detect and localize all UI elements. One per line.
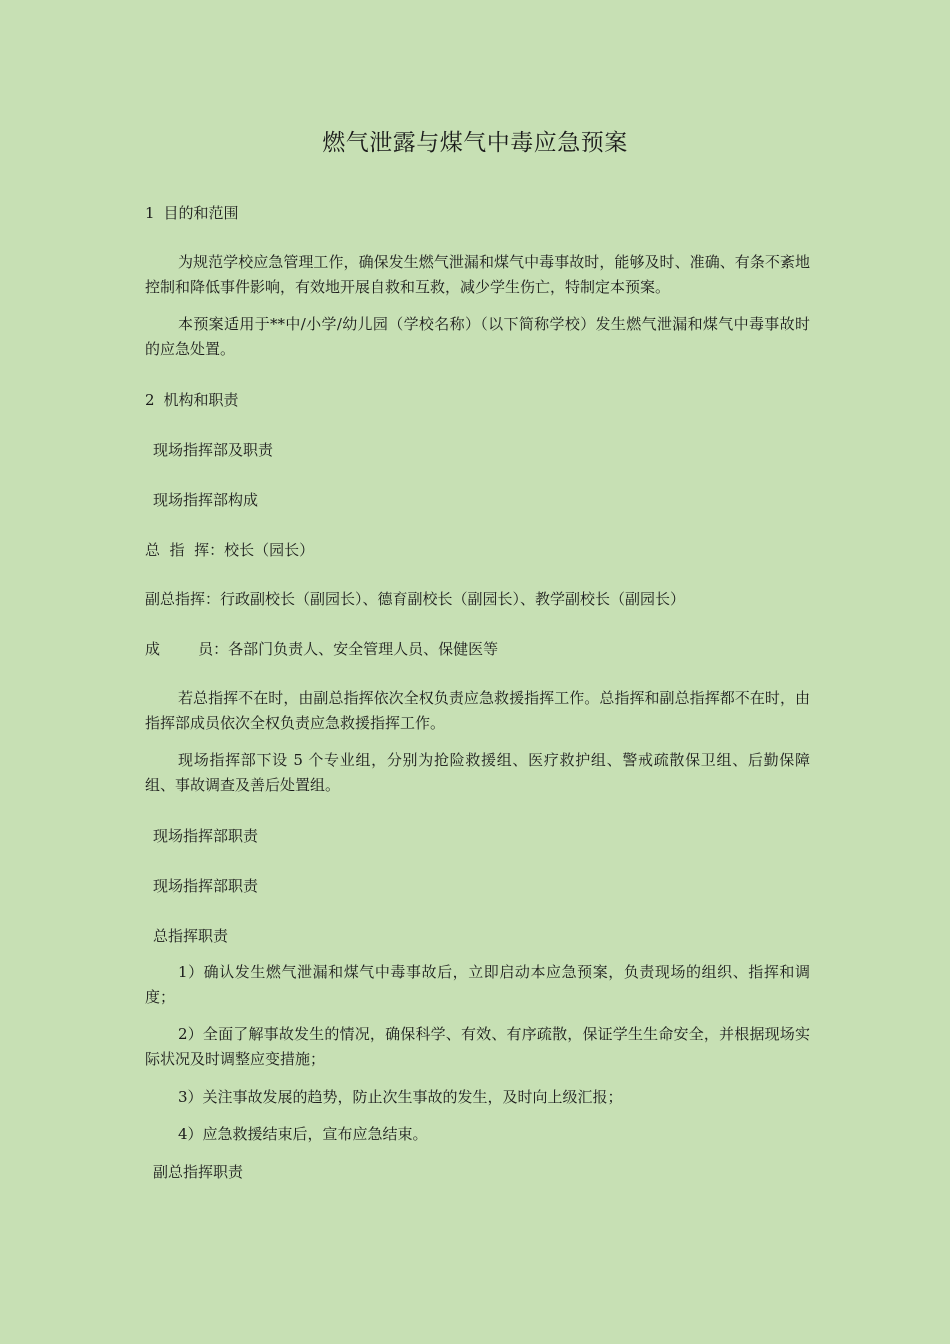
paragraph-absence: 若总指挥不在时，由副总指挥依次全权负责应急救援指挥工作。总指挥和副总指挥都不在时，由指挥部成员依次全权负责应急救援指挥工作。 xyxy=(145,689,810,732)
deputy-commander-line: 副总指挥：行政副校长（副园长）、德育副校长（副园长）、教学副校长（副园长） xyxy=(145,590,686,608)
section-heading-2 xyxy=(145,390,239,410)
paragraph-purpose: 为规范学校应急管理工作，确保发生燃气泄漏和煤气中毒事故时，能够及时、准确、有条不紊地控制和降低事件影响，有效地开展自救和互救，减少学生伤亡，特制定本预案。 xyxy=(145,253,810,296)
duty-item: 3）关注事故发展的趋势，防止次生事故的发生，及时向上级汇报； xyxy=(178,1088,623,1106)
section-heading-text: 目的和范围 xyxy=(163,204,239,222)
duty-item: 1）确认发生燃气泄漏和煤气中毒事故后，立即启动本应急预案，负责现场的组织、指挥和调度； xyxy=(145,963,810,1006)
subheading-command-duties: 现场指挥部职责 xyxy=(153,827,259,845)
section-number: 2 xyxy=(145,391,155,409)
members-line: 成 员：各部门负责人、安全管理人员、保健医等 xyxy=(145,640,499,658)
paragraph-scope: 本预案适用于**中/小学/幼儿园（学校名称）（以下简称学校）发生燃气泄漏和煤气中毒事故时的应急处置。 xyxy=(145,315,810,358)
subheading-command-duties-2: 现场指挥部职责 xyxy=(153,877,259,895)
subheading-command-composition: 现场指挥部构成 xyxy=(153,491,259,509)
subheading-deputy-duties: 副总指挥职责 xyxy=(153,1163,244,1181)
subheading-command-post: 现场指挥部及职责 xyxy=(153,441,274,459)
subheading-commander-duties: 总指挥职责 xyxy=(153,927,229,945)
duty-item: 2）全面了解事故发生的情况，确保科学、有效、有序疏散，保证学生生命安全，并根据现场实际状况及时调整应变措施； xyxy=(145,1025,810,1068)
commander-line: 总 指 挥：校长（园长） xyxy=(145,541,315,559)
section-number: 1 xyxy=(145,204,155,222)
document-title: 燃气泄露与煤气中毒应急预案 xyxy=(322,130,628,156)
duty-item: 4）应急救援结束后，宣布应急结束。 xyxy=(178,1125,428,1143)
section-heading-text: 机构和职责 xyxy=(163,391,239,409)
paragraph-groups: 现场指挥部下设 5 个专业组，分别为抢险救援组、医疗救护组、警戒疏散保卫组、后勤保障组、事故调查及善后处置组。 xyxy=(145,751,810,794)
section-heading-1 xyxy=(145,203,239,223)
